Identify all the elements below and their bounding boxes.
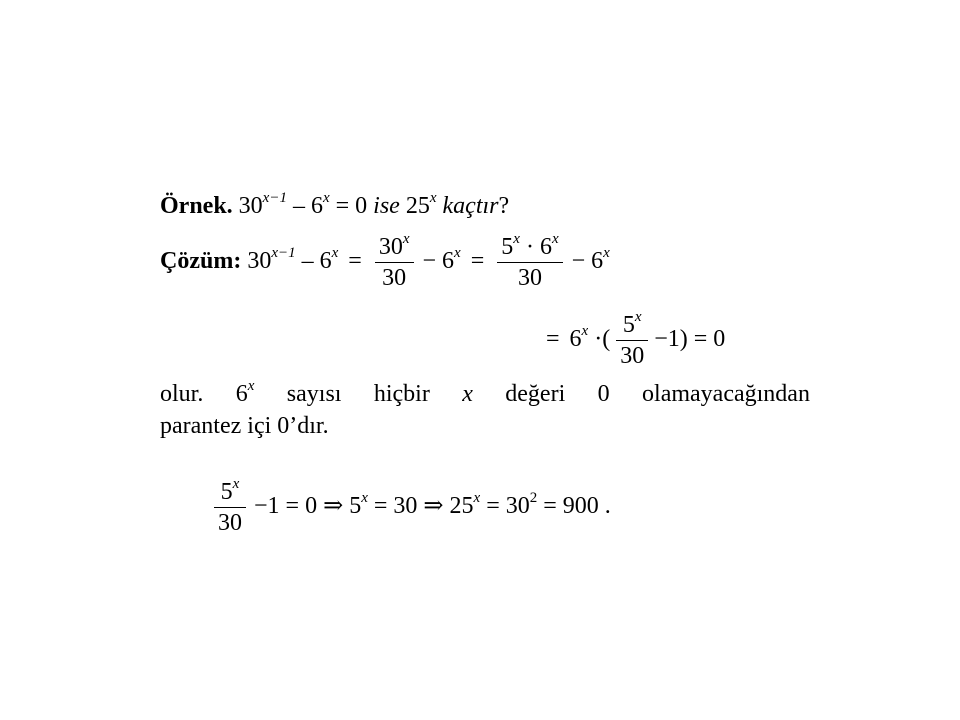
example-qmark: ? — [498, 193, 510, 219]
solution-label: Çözüm: — [160, 248, 242, 275]
factor-eq: = — [546, 326, 560, 353]
final-line — [214, 477, 611, 538]
solution-minus-2: − — [422, 248, 437, 275]
word-six-x: 6$^x$ — [235, 378, 255, 407]
explanation-line-2: parantez içi 0’dır. — [160, 413, 329, 439]
example-equals-zero: = 0 — [335, 193, 368, 219]
word-hicbir: hiçbir — [373, 381, 430, 407]
solution-fraction-1: $\frac{30^x}{30}$ — [375, 232, 414, 293]
final-part-2: = 30 ⇒ — [373, 493, 444, 520]
solution-eq-2: = — [470, 248, 485, 275]
final-part-1: −1 = 0 ⇒ — [254, 493, 344, 520]
word-degeri: değeri — [505, 381, 566, 407]
example-ise: ise — [373, 193, 400, 219]
example-term3: 25$^x$ — [405, 190, 437, 219]
explanation-paragraph — [160, 378, 810, 442]
example-minus: – — [292, 193, 305, 219]
final-term-5x: 5$^x$ — [349, 490, 368, 520]
final-part-4: = 900 . — [543, 493, 611, 520]
solution-fraction-2: $\frac{5^x \cdot 6^x}{30}$ — [497, 232, 562, 293]
example-term2: 6$^x$ — [310, 190, 330, 219]
example-label: Örnek. — [160, 193, 233, 219]
solution-term2: 6$^x$ — [319, 245, 339, 275]
final-term-25x: 25$^x$ — [449, 490, 481, 520]
factor-fraction: $\frac{5^x}{30}$ — [616, 310, 648, 371]
solution-term3: 6$^x$ — [442, 245, 461, 275]
word-sayisi: sayısı — [286, 381, 342, 407]
example-kactir: kaçtır — [442, 193, 499, 219]
word-zero: 0 — [597, 381, 610, 407]
factor-dot-paren: ·( — [594, 326, 611, 353]
solution-minus-3: − — [571, 248, 586, 275]
word-olamayacagindan: olamayacağından — [642, 381, 810, 407]
solution-line — [160, 232, 610, 293]
factor-rest: −1) = 0 — [654, 326, 726, 353]
final-term-30sq: $30^2$ — [505, 490, 538, 520]
solution-term4: 6$^x$ — [591, 245, 610, 275]
factor-term: 6$^x$ — [569, 323, 589, 353]
solution-minus: – — [301, 248, 314, 275]
final-part-3: = — [486, 493, 500, 520]
solution-eq: = — [348, 248, 362, 275]
word-x: x — [462, 381, 473, 407]
example-term1: $30^{x-1}$ — [238, 190, 287, 219]
example-line — [160, 191, 509, 221]
final-fraction: $\frac{5^x}{30}$ — [214, 477, 246, 538]
factor-line — [542, 310, 725, 371]
word-olur: olur. — [160, 381, 204, 407]
explanation-line-1 — [160, 378, 810, 410]
solution-term1: $30^{x-1}$ — [247, 245, 296, 275]
